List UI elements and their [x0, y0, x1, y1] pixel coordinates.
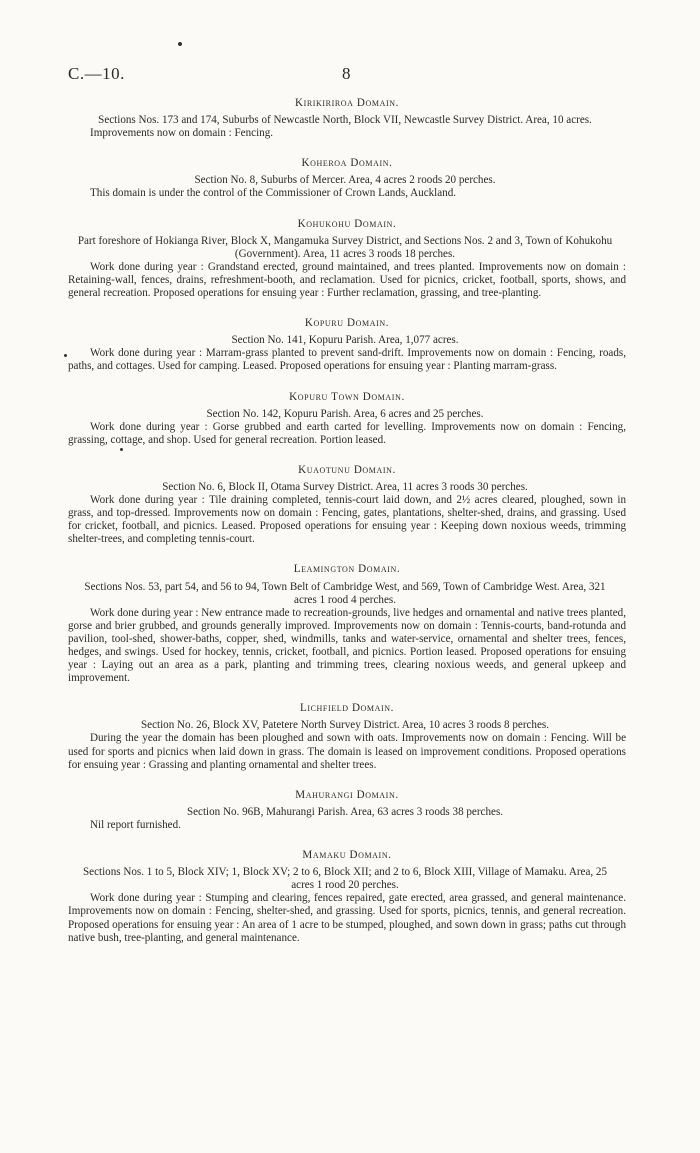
- speck-mark: [178, 42, 182, 46]
- section-paragraph: Work done during year : Gorse grubbed and earth carted for levelling. Improvements now on domain : Fencing, grassing, cottage, and shop. Used for general recreation. Portion leased.: [68, 420, 626, 446]
- section-heading: Leamington Domain.: [293, 563, 401, 576]
- domain-section: [68, 317, 626, 373]
- domain-section: [68, 563, 626, 685]
- section-paragraph: Work done during year : Tile draining completed, tennis-court laid down, and 2½ acres cleared, ploughed, sown in grass, and top-dressed. Improvements now on domain : Fencing, gates, plantations, shelter-shed, drains, and grassing. Used for cricket, football, and picnics. Leased. Proposed operations for ensuing year : Keeping down noxious weeds, trimming shelter-trees, and completing tennis-court.: [68, 494, 626, 546]
- section-paragraph: Work done during year : Grandstand erected, ground maintained, and trees planted. Improvements now on domain : Retaining-wall, fences, drains, refreshment-booth, and reclamation. Used for picnics, cricket, football, sports, shows, and general recreation. Proposed operations for ensuing year : Further reclamation, grassing, and tree-planting.: [68, 260, 626, 300]
- section-heading: Koheroa Domain.: [301, 157, 393, 170]
- section-paragraph: During the year the domain has been ploughed and sown with oats. Improvements now on domain : Fencing. Will be used for sports and picnics when laid down in grass. The domain is leased on improvement conditions. Proposed operations for ensuing year : Grassing and planting ornamental and shelter trees.: [68, 732, 626, 771]
- section-paragraph: Work done during year : New entrance made to recreation-grounds, live hedges and ornamental and native trees planted, gorse and brier grubbed, and grounds generally improved. Improvements now on domain : Tennis-courts, band-rotunda and pavilion, tool-shed, shower-baths, copper, shed, windmills, tanks and water-service, ornamental and shelter trees, fences, hedges, and swings. Used for hockey, tennis, cricket, football, and picnics. Portion leased. Proposed operations for ensuing year : Laying out an area as a park, planting and trimming trees, clearing noxious weeds, and general upkeep and improvement.: [68, 606, 626, 685]
- domain-section: [68, 849, 626, 945]
- section-description: Section No. 141, Kopuru Parish. Area, 1,077 acres.: [231, 334, 459, 347]
- section-description: Section No. 8, Suburbs of Mercer. Area, 4 acres 2 roods 20 perches.: [194, 174, 496, 187]
- domain-section: [68, 702, 626, 771]
- section-heading: Mahurangi Domain.: [295, 788, 399, 801]
- section-description: Sections Nos. 173 and 174, Suburbs of Newcastle North, Block VII, Newcastle Survey District. Area, 10 acres.: [98, 114, 592, 127]
- section-paragraph: Work done during year : Stumping and clearing, fences repaired, gate erected, area grassed, and general maintenance. Improvements now on domain : Fencing, shelter-shed, and grassing. Used for sports, picnics, tennis, and general recreation. Proposed operations for ensuing year : An area of 1 acre to be stumped, ploughed, and sown down in grass; paths cut through native bush, tree-planting, and general maintenance.: [68, 892, 626, 944]
- section-heading: Lichfield Domain.: [299, 702, 395, 715]
- section-heading: Kopuru Town Domain.: [289, 390, 405, 403]
- domain-section: [68, 218, 626, 301]
- document-reference: C.—10.: [68, 64, 125, 83]
- section-description: Section No. 6, Block II, Otama Survey District. Area, 11 acres 3 roods 30 perches.: [162, 480, 528, 493]
- speck-mark: [64, 354, 67, 357]
- domain-section: [68, 157, 626, 200]
- section-heading: Kuaotunu Domain.: [298, 463, 396, 476]
- section-description: Section No. 26, Block XV, Patetere North Survey District. Area, 10 acres 3 roods 8 perches.: [140, 719, 549, 732]
- domain-list: [68, 97, 626, 962]
- section-heading: Kohukohu Domain.: [297, 217, 397, 230]
- section-description: Sections Nos. 1 to 5, Block XIV; 1, Block XV; 2 to 6, Block XII; and 2 to 6, Block XIII, Village of Mamaku. Area, 25 acres 1 rood 20 perches.: [82, 866, 608, 892]
- section-heading: Mamaku Domain.: [302, 849, 392, 862]
- section-description: Section No. 142, Kopuru Parish. Area, 6 acres and 25 perches.: [206, 407, 484, 420]
- section-description: Part foreshore of Hokianga River, Block X, Mangamuka Survey District, and Sections Nos. 2 and 3, Town of Kohukohu (Government). Area, 11 acres 3 roods 18 perches.: [77, 234, 613, 260]
- section-paragraph: Nil report furnished.: [90, 818, 181, 831]
- section-paragraph: Improvements now on domain : Fencing.: [90, 127, 274, 140]
- domain-section: [68, 464, 626, 547]
- section-paragraph: Work done during year : Marram-grass planted to prevent sand-drift. Improvements now on domain : Fencing, roads, paths, and cottages. Used for camping. Leased. Proposed operations for ensuing year : Planting marram-grass.: [68, 347, 626, 373]
- section-paragraph: This domain is under the control of the Commissioner of Crown Lands, Auckland.: [90, 187, 457, 200]
- section-heading: Kopuru Domain.: [304, 317, 390, 330]
- section-heading: Kirikiriroa Domain.: [294, 97, 400, 109]
- section-description: Sections Nos. 53, part 54, and 56 to 94, Town Belt of Cambridge West, and 569, Town of Cambridge West. Area, 321 acres 1 rood 4 perches.: [84, 580, 606, 606]
- section-description: Section No. 96B, Mahurangi Parish. Area, 63 acres 3 roods 38 perches.: [186, 805, 504, 818]
- domain-section: [68, 97, 626, 140]
- domain-section: [68, 391, 626, 447]
- domain-section: [68, 789, 626, 832]
- page-number: 8: [342, 64, 351, 83]
